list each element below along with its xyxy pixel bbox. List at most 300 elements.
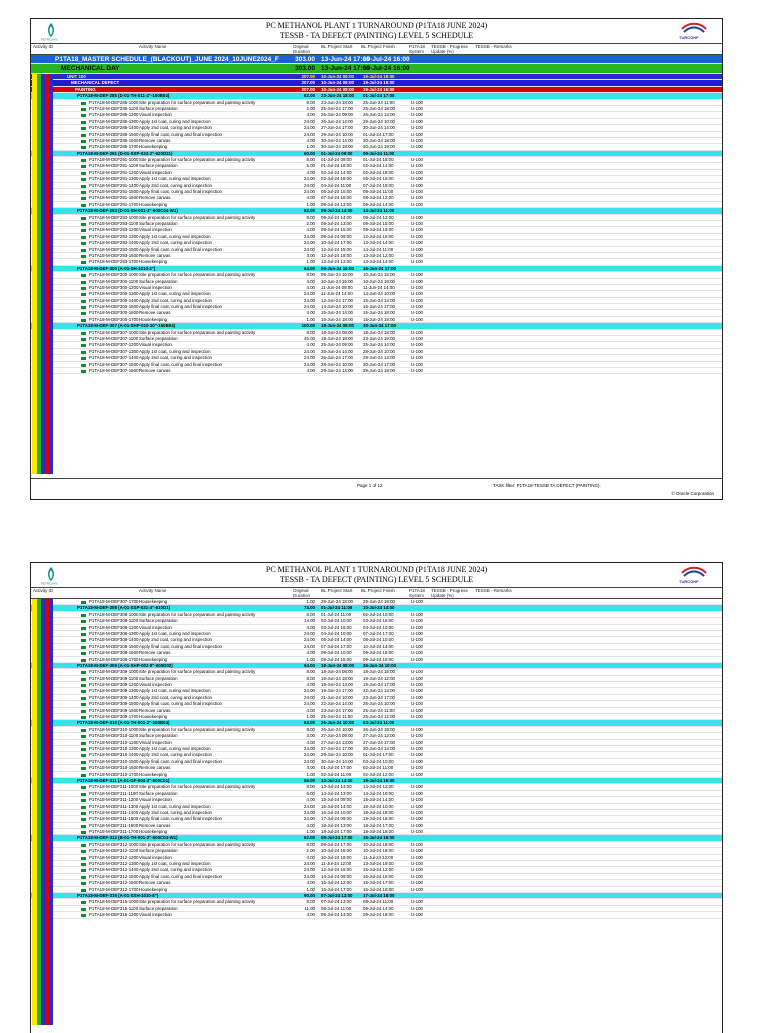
task-icon [81,364,86,367]
activity-id: P1TA18-M-DEF309-1400 [89,694,139,700]
task-icon [81,671,86,674]
task-icon [81,178,86,181]
task-icon [81,287,86,290]
finish-date: 30-Jun-24 17:00 [363,361,395,367]
finish-date: 02-Jul-24 14:00 [363,163,394,169]
system: U-100 [411,797,423,803]
activity-name: Apply 2nd coat, curing and inspection [139,355,212,361]
start-date: 09-Jul-24 09:00 [321,233,352,239]
activity-id: P1TA18-M-DEF309-1500 [89,701,139,707]
system: U-100 [411,176,423,182]
activity-id: P1TA18-M-DEF300-1100 [89,278,139,284]
activity-name: Housekeeping [139,886,168,892]
start-date: 12-Jun-24 17:00 [321,297,353,303]
task-icon [81,229,86,232]
activity-name: Apply 1st coat, curing and inspection [139,291,211,297]
duration: 4.00 [306,650,315,656]
activity-id: P1TA18-M-DEF309-1700 [89,714,139,720]
duration: 8.00 [306,899,315,905]
activity-name: Surface preparation [139,278,178,284]
activity-id: P1TA18-M-DEF285-1300 [89,118,139,124]
finish-date: 09-Jul-24 14:00 [363,201,394,207]
system: U-100 [411,233,423,239]
finish-date: 29-Jun-24 18:00 [363,367,395,373]
task-icon [81,703,86,706]
finish-date: 13-Jul-24 19:00 [363,861,394,867]
activity-id: P1TA18-M-DEF310-1100 [89,733,139,739]
col-system: P1TA18 System [409,44,425,54]
task-icon [81,197,86,200]
duration: 4.00 [306,227,315,233]
activity-id: P1TA18-M-DEF307-1000 [89,329,139,335]
activity-id: P1TA18-M-DEF285-1100 [89,105,139,111]
wbs-name: PAINTING [75,86,96,92]
duration: 4.00 [306,624,315,630]
duration: 4.00 [306,682,315,688]
task-icon [81,818,86,821]
start-date: 10-Jun-24 15:00 [321,278,353,284]
task-icon [81,786,86,789]
system: U-100 [411,809,423,815]
task-icon [81,204,86,207]
activity-id: P1TA18-M-DEF291-1000 [89,157,139,163]
activity-id: P1TA18-M-DEF293-1600 [89,252,139,258]
task-icon [81,863,86,866]
task-icon [81,159,86,162]
page-footer [31,478,722,499]
activity-name: Apply 1st coat, curing and inspection [139,176,211,182]
activity-name: Remove canvas [139,765,171,771]
finish-date: 18-Jul-24 18:00 [363,809,394,815]
start-date: 15-Jul-24 12:00 [321,880,352,886]
system: U-100 [411,361,423,367]
system: U-100 [411,355,423,361]
activity-id: P1TA18-M-DEF311-1100 [89,790,138,796]
system: U-100 [411,220,423,226]
finish-date: 13-Jul-24 14:00 [363,259,394,265]
system: U-100 [411,739,423,745]
start-date: 27-Jun-24 17:00 [321,745,353,751]
start-date: 02-Jul-24 14:00 [321,169,352,175]
start-date: 09-Jun-24 16:00 [321,265,354,271]
finish-date: 23-Jun-24 19:00 [363,336,395,342]
duration: 2.00 [306,105,315,111]
system: U-100 [411,367,423,373]
start-date: 13-Jun-24 17:00 [321,65,370,72]
duration: 24.00 [304,701,315,707]
task-icon [81,614,86,617]
task-icon [81,876,86,879]
wbs-name: P1TA18-M-DEF-310 (A-01-TH-001-2"-150B04) [77,720,170,726]
start-date: 15-Jun-24 14:00 [321,310,353,316]
duration: 1.00 [306,771,315,777]
system: U-100 [411,348,423,354]
duration: 62.00 [304,93,315,99]
duration: 24.00 [304,637,315,643]
activity-name: Site preparation for surface preparation and painting activity [139,669,256,675]
activity-id: P1TA18-M-DEF309-1600 [89,707,139,713]
finish-date: 25-Jun-24 11:00 [363,707,395,713]
activity-row[interactable] [31,912,722,918]
activity-name: Housekeeping [139,259,168,265]
activity-id: P1TA18-M-DEF307-1400 [89,355,139,361]
start-date: 09-Jul-24 13:00 [321,201,352,207]
activity-name: Site preparation for surface preparation and painting activity [139,611,256,617]
activity-name: Apply 1st coat, curing and inspection [139,688,211,694]
finish-date: 26-Jun-24 19:00 [363,726,395,732]
activity-id: P1TA18-M-DEF307-1200 [89,342,139,348]
task-icon [81,690,86,693]
system: U-100 [411,125,423,131]
duration: 1.00 [306,259,315,265]
task-icon [81,646,86,649]
duration: 24.00 [304,758,315,764]
start-date: 09-Jul-24 17:00 [321,835,353,841]
activity-id: P1TA18-M-DEF310-1600 [89,765,139,771]
duration: 8.00 [306,841,315,847]
system: U-100 [411,342,423,348]
task-icon [81,165,86,168]
system: U-100 [411,886,423,892]
system: U-100 [411,137,423,143]
duration: 24.00 [304,873,315,879]
start-date: 14-Jul-24 13:00 [321,790,352,796]
system: U-100 [411,829,423,835]
activity-id: P1TA18-M-DEF300-1400 [89,297,139,303]
wbs-level-bar [49,599,53,1025]
start-date: 09-Jul-24 10:00 [321,650,352,656]
task-icon [81,274,86,277]
system: U-100 [411,637,423,643]
start-date: 13-Jul-24 14:00 [321,777,353,783]
duration: 4.00 [306,854,315,860]
finish-date: 14-Jul-24 11:00 [363,246,394,252]
duration: 8.00 [306,784,315,790]
activity-id: P1TA18-M-DEF311-1000 [89,784,139,790]
start-date: 09-Jul-24 13:00 [321,220,352,226]
duration: 8.00 [306,99,315,105]
task-icon [81,370,86,373]
activity-name: Visual inspection [139,682,172,688]
system: U-100 [411,112,423,118]
finish-date: 08-Jul-24 10:00 [363,637,394,643]
activity-id: P1TA18-M-DEF310-1500 [89,758,139,764]
duration: 24.00 [304,694,315,700]
col-finish-2: BL Project Finish [361,588,395,593]
finish-date: 13-Jul-24 14:00 [363,240,394,246]
col-start: BL Project Start [321,44,353,49]
task-icon [81,761,86,764]
finish-date: 15-Jun-24 14:00 [363,297,395,303]
duration: 11.00 [304,905,315,911]
column-header-2 [31,588,722,599]
start-date: 09-Jun-24 16:00 [321,272,353,278]
start-date: 30-Jun-24 18:00 [321,144,353,150]
page-number: Page 1 of 12 [357,483,383,488]
task-icon [81,134,86,137]
system: U-100 [411,195,423,201]
title-line-2: TESSB - TA DEFECT (PAINTING) LEVEL 5 SCHEDULE [279,31,474,40]
system: U-100 [411,105,423,111]
duration: 24.00 [304,297,315,303]
turconf-logo-2 [670,565,718,585]
system: U-100 [411,272,423,278]
task-icon [81,185,86,188]
finish-date: 28-Jun-24 10:00 [363,348,395,354]
system: U-100 [411,733,423,739]
start-date: 03-Jul-24 16:00 [321,624,352,630]
task-icon [81,684,86,687]
col-progress: TESSB - Progress Update (%) [431,44,468,54]
task-icon [81,351,86,354]
duration: 24.00 [304,688,315,694]
finish-date: 12-Jul-24 16:00 [363,233,394,239]
system: U-100 [411,643,423,649]
finish-date: 18-Jun-24 18:00 [363,669,395,675]
activity-name: Apply 2nd coat, curing and inspection [139,125,212,131]
day-summary-row[interactable] [31,64,722,74]
finish-date: 18-Jun-24 18:00 [363,329,395,335]
system: U-100 [411,157,423,163]
duration: 4.00 [306,169,315,175]
finish-date: 19-Jul-24 16:00 [363,86,395,92]
start-date: 01-Jul-24 09:00 [321,157,352,163]
task-icon [81,261,86,264]
start-date: 23-Jun-24 17:00 [321,707,353,713]
system: U-100 [411,336,423,342]
start-date: 16-Jul-24 10:00 [321,809,352,815]
start-date: 04-Jul-24 10:00 [321,630,352,636]
task-icon [81,620,86,623]
start-date: 10-Jul-24 18:00 [321,854,352,860]
duration: 24.00 [304,176,315,182]
col-activity-id: Activity ID [33,44,54,49]
system: U-100 [411,822,423,828]
task-icon [81,742,86,745]
activity-name: Site preparation for surface preparation and painting activity [139,272,256,278]
finish-date: 10-Jun-24 19:00 [363,278,395,284]
activity-id: P1TA18-M-DEF291-1300 [89,176,139,182]
task-icon [81,844,86,847]
finish-date: 27-Jun-24 17:00 [363,739,395,745]
activity-row[interactable] [31,368,722,374]
activity-name: Apply final coat, curing and final inspection [139,246,222,252]
duration: 24.00 [304,355,315,361]
start-date: 01-Jul-24 11:00 [321,605,353,611]
activity-id: P1TA18-M-DEF310-1000 [89,726,139,732]
sched-summary-row[interactable] [31,55,722,64]
activity-name: Apply 2nd coat, curing and inspection [139,240,212,246]
duration: 60.00 [304,150,315,156]
activity-id: P1TA18-M-DEF310-1300 [89,745,139,751]
task-icon [81,729,86,732]
activity-name: Housekeeping [139,144,168,150]
duration: 4.00 [306,195,315,201]
finish-date: 02-Jul-24 18:00 [363,169,394,175]
finish-date: 01-Jul-24 17:00 [363,93,395,99]
task-icon [81,332,86,335]
task-icon [81,659,86,662]
page-title [131,21,622,41]
start-date: 18-Jul-24 17:00 [321,829,352,835]
finish-date: 09-Jul-24 14:00 [363,905,394,911]
task-icon [81,293,86,296]
activity-name: Visual inspection [139,797,172,803]
activity-id: P1TA18-M-DEF311-1400 [89,809,139,815]
page-header [31,19,722,44]
duration: 303.00 [295,56,315,63]
finish-date: 01-Jul-24 18:00 [363,157,394,163]
finish-date: 14-Jun-24 10:00 [363,291,395,297]
task-icon [81,716,86,719]
activity-name: Apply 2nd coat, curing and inspection [139,752,212,758]
activity-id: P1TA18-M-DEF308-1400 [89,637,139,643]
duration: 24.00 [304,630,315,636]
system: U-100 [411,899,423,905]
finish-date: 14-Jul-24 12:00 [363,784,394,790]
system: U-100 [411,867,423,873]
duration: 8.00 [306,669,315,675]
finish-date: 30-Jun-24 14:00 [363,745,395,751]
duration: 24.00 [304,118,315,124]
duration: 207.00 [301,86,315,92]
duration: 4.00 [306,310,315,316]
title-line-1: PC METHANOL PLANT 1 TURNAROUND (P1TA18 JUNE 2024) [265,21,488,30]
start-date: 29-Jun-24 10:00 [321,752,353,758]
activity-name: Surface preparation [139,336,178,342]
col-system-2: P1TA18 System [409,588,425,598]
duration: 4.00 [306,822,315,828]
finish-date: 27-Jun-24 12:00 [363,733,395,739]
activity-id: P1TA18-M-DEF293-1100 [89,220,139,226]
activity-name: Remove canvas [139,650,171,656]
system: U-100 [411,214,423,220]
duration: 4.00 [306,137,315,143]
finish-date: 17-Jul-24 18:00 [363,892,395,898]
system: U-100 [411,618,423,624]
task-icon [81,639,86,642]
activity-name: Remove canvas [139,252,171,258]
task-icon [81,901,86,904]
start-date: 11-Jul-24 12:00 [321,861,352,867]
finish-date: 09-Jul-24 15:00 [363,220,394,226]
wbs-name: P1TA18-M-DEF-307 (A-01-SHP-010-10"-150B04) [77,323,176,329]
duration: 207.00 [301,74,315,79]
finish-date: 30-Jun-24 18:00 [363,137,395,143]
system: U-100 [411,707,423,713]
start-date: 15-Jun-24 18:00 [321,316,353,322]
activity-name: Remove canvas [139,822,171,828]
start-date: 30-Jun-24 14:00 [321,137,353,143]
duration: 24.00 [304,189,315,195]
activity-id: P1TA18-M-DEF312-1500 [89,873,139,879]
duration: 24.00 [304,348,315,354]
duration: 24.00 [304,816,315,822]
start-date: 27-Jun-24 09:00 [321,733,353,739]
activity-id: P1TA18-M-DEF285-1600 [89,137,139,143]
start-date: 05-Jul-24 15:00 [321,189,352,195]
col-progress-2: TESSB - Progress Update (%) [431,588,468,598]
duration: 303.00 [295,65,315,72]
activity-name: Site preparation for surface preparation and painting activity [139,157,256,163]
activity-id: P1TA18-M-DEF285-1200 [89,112,139,118]
duration: 52.00 [304,208,315,214]
finish-date: 03-Jul-24 11:00 [363,720,395,726]
finish-date: 03-Jul-24 10:00 [363,758,394,764]
activity-id: P1TA18-M-DEF312-1100 [89,848,139,854]
task-icon [81,249,86,252]
start-date: 11-Jun-24 14:00 [321,291,353,297]
system: U-100 [411,316,423,322]
activity-name: Apply final coat, curing and final inspection [139,758,222,764]
activity-name: Apply final coat, curing and final inspection [139,361,222,367]
duration: 24.00 [304,291,315,297]
system: U-100 [411,701,423,707]
activity-id: P1TA18-M-DEF315-1000 [89,899,139,905]
activity-name: Surface preparation [139,848,178,854]
start-date: 02-Jul-24 11:00 [321,771,352,777]
activity-name: Surface preparation [139,733,178,739]
start-date: 27-Jun-24 13:00 [321,739,353,745]
oracle-copyright: © Oracle Corporation [671,491,714,496]
finish-date: 15-Jul-24 18:00 [363,886,394,892]
system: U-100 [411,310,423,316]
activity-id: P1TA18-M-DEF309-1300 [89,688,139,694]
duration: 1.00 [306,201,315,207]
finish-date: 09-Jul-24 11:00 [363,189,394,195]
finish-date: 25-Jun-24 12:00 [363,714,395,720]
col-start-2: BL Project Start [321,588,353,593]
col-activity-name-2: Activity Name [139,588,167,593]
start-date: 09-Jul-24 15:00 [321,227,352,233]
activity-name: Remove canvas [139,195,171,201]
task-icon [81,108,86,111]
start-date: 15-Jul-24 14:00 [321,803,352,809]
start-date: 23-Jun-24 18:00 [321,99,353,105]
finish-date: 19-Jul-24 16:00 [363,777,395,783]
duration: 64.00 [304,265,315,271]
start-date: 07-Jul-24 17:00 [321,643,352,649]
start-date: 10-Jun-24 08:00 [321,86,354,92]
activity-name: Visual inspection [139,854,172,860]
wbs-name: MECHANICAL DAY [61,65,120,72]
activity-id: P1TA18-M-DEF308-1500 [89,643,139,649]
duration: 24.00 [304,809,315,815]
activity-id: P1TA18-M-DEF309-1100 [89,675,139,681]
turconf-logo [670,21,718,41]
task-icon [81,319,86,322]
finish-date: 08-Jul-24 11:00 [363,899,394,905]
start-date: 01-Jul-24 17:00 [321,765,352,771]
start-date: 05-Jul-24 14:00 [321,637,352,643]
logo-left-text-2: PETRONAS [41,581,58,586]
finish-date: 05-Jul-24 15:00 [363,176,394,182]
duration: 24.00 [304,803,315,809]
start-date: 07-Jul-24 18:00 [321,195,352,201]
finish-date: 30-Jun-24 19:00 [363,144,395,150]
col-finish: BL Project Finish [361,44,395,49]
start-date: 25-Jun-24 11:00 [321,714,353,720]
activity-id: P1TA18-M-DEF291-1400 [89,182,139,188]
start-date: 11-Jun-24 09:00 [321,284,353,290]
activity-name: Surface preparation [139,905,178,911]
wbs-name: P1TA18-M-DEF-312 (B-01-TH-001-2"-600C04-W1) [77,835,178,841]
activity-id: P1TA18-M-DEF293-1000 [89,214,139,220]
finish-date: 09-Jul-24 18:00 [363,912,394,918]
finish-date: 18-Jul-24 10:00 [363,803,394,809]
duration: 56.00 [304,777,315,783]
duration: 8.00 [306,157,315,163]
